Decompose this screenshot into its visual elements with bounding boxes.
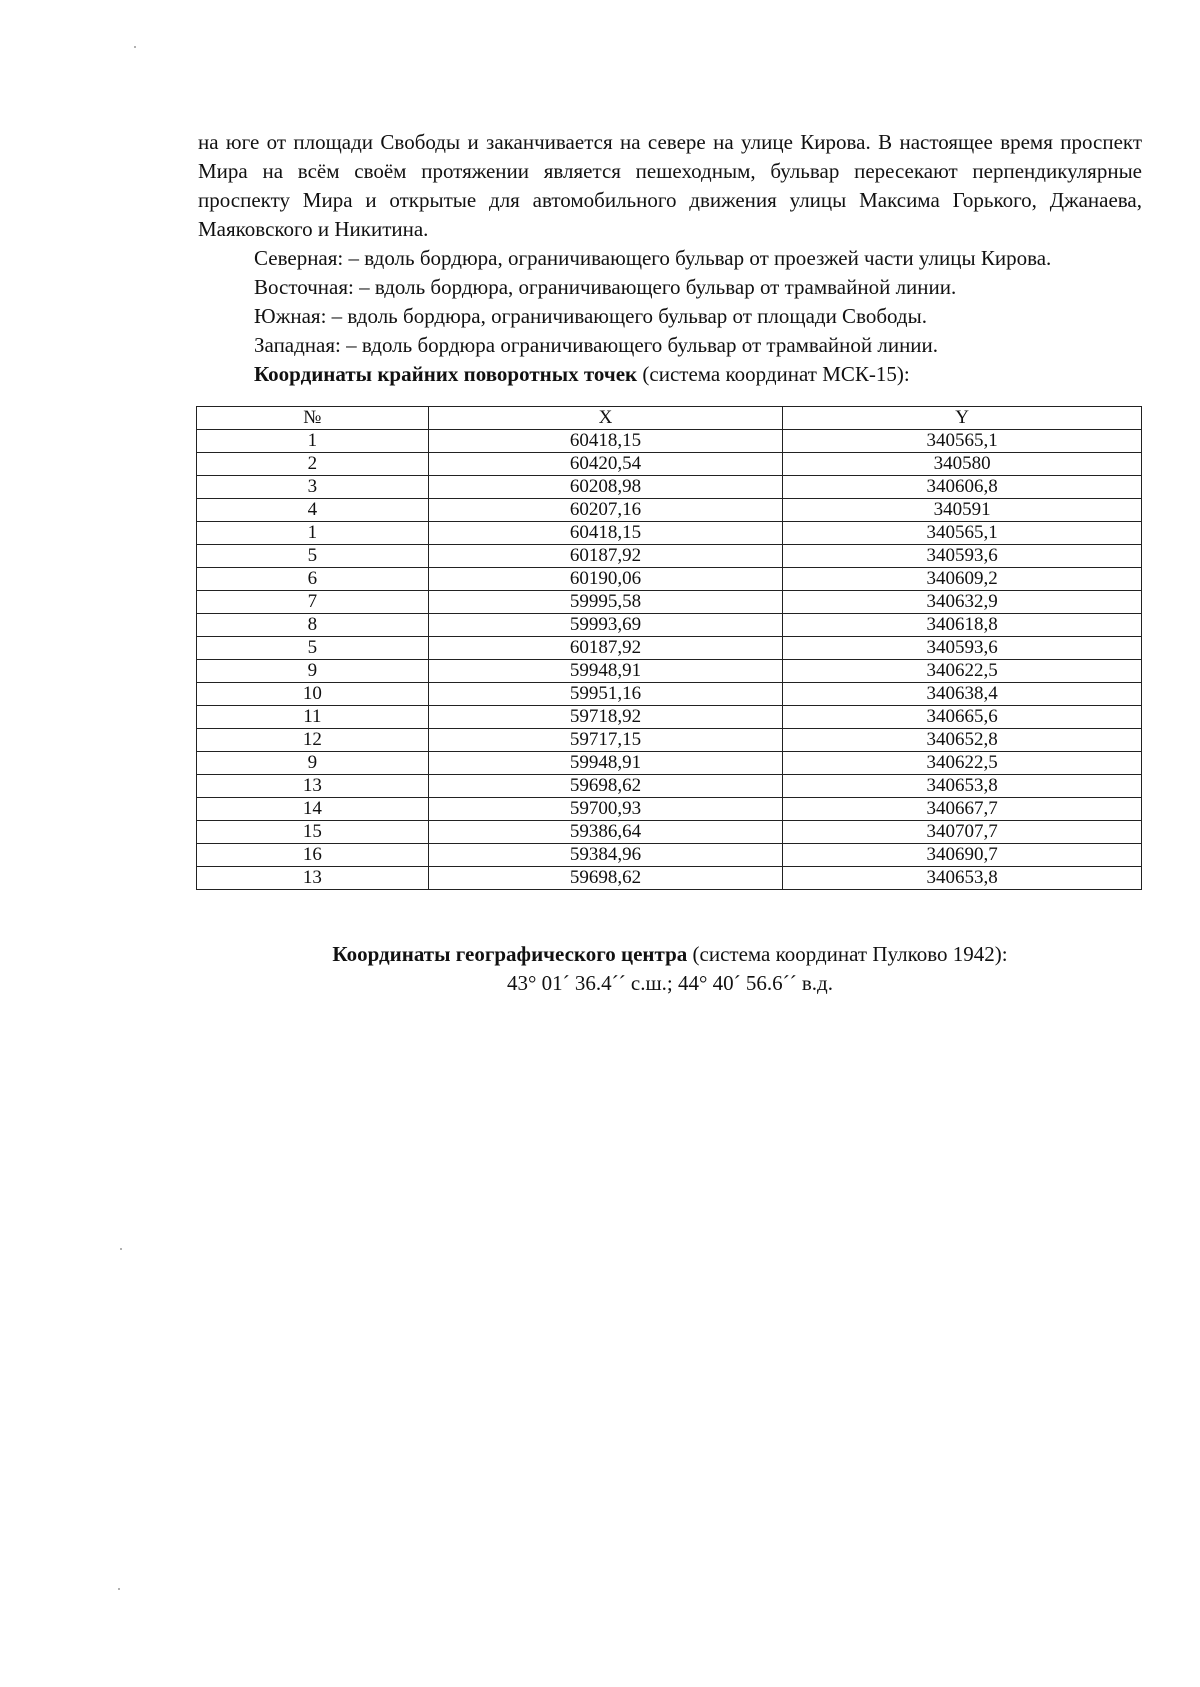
table-row [197, 476, 1142, 499]
cell-y: 340580 [783, 453, 1142, 476]
cell-x: 59995,58 [428, 591, 783, 614]
cell-x: 60418,15 [428, 430, 783, 453]
cell-y: 340606,8 [783, 476, 1142, 499]
cell-point-number: 2 [197, 453, 429, 476]
cell-x: 60187,92 [428, 545, 783, 568]
cell-x: 59698,62 [428, 775, 783, 798]
cell-y: 340622,5 [783, 752, 1142, 775]
geo-heading [198, 940, 1142, 969]
cell-y: 340690,7 [783, 844, 1142, 867]
cell-point-number: 11 [197, 706, 429, 729]
cell-point-number: 16 [197, 844, 429, 867]
cell-point-number: 12 [197, 729, 429, 752]
cell-point-number: 6 [197, 568, 429, 591]
geo-heading-bold: Координаты географического центра [332, 942, 688, 966]
cell-x: 59993,69 [428, 614, 783, 637]
cell-y: 340565,1 [783, 522, 1142, 545]
cell-x: 59717,15 [428, 729, 783, 752]
table-row [197, 844, 1142, 867]
table-row [197, 683, 1142, 706]
cell-x: 59948,91 [428, 752, 783, 775]
cell-x: 59384,96 [428, 844, 783, 867]
table-row [197, 752, 1142, 775]
table-row [197, 729, 1142, 752]
cell-x: 59951,16 [428, 683, 783, 706]
geo-heading-system: (система координат Пулково 1942): [687, 942, 1008, 966]
cell-y: 340565,1 [783, 430, 1142, 453]
cell-point-number: 9 [197, 660, 429, 683]
cell-point-number: 15 [197, 821, 429, 844]
cell-point-number: 8 [197, 614, 429, 637]
cell-y: 340609,2 [783, 568, 1142, 591]
table-row [197, 637, 1142, 660]
table-row [197, 775, 1142, 798]
table-row [197, 867, 1142, 890]
cell-x: 59700,93 [428, 798, 783, 821]
paragraph-north-boundary: Северная: – вдоль бордюра, ограничивающего бульвар от проезжей части улицы Кирова. [254, 246, 1052, 270]
cell-point-number: 4 [197, 499, 429, 522]
cell-y: 340652,8 [783, 729, 1142, 752]
table-body [197, 430, 1142, 890]
table-row [197, 614, 1142, 637]
cell-y: 340622,5 [783, 660, 1142, 683]
cell-point-number: 10 [197, 683, 429, 706]
cell-x: 60207,16 [428, 499, 783, 522]
cell-y: 340667,7 [783, 798, 1142, 821]
table-row [197, 453, 1142, 476]
paragraph-east-boundary: Восточная: – вдоль бордюра, ограничивающего бульвар от трамвайной линии. [254, 275, 957, 299]
table-row [197, 430, 1142, 453]
table-row [197, 798, 1142, 821]
cell-y: 340653,8 [783, 775, 1142, 798]
coordinates-heading-system: (система координат МСК-15): [637, 362, 910, 386]
cell-y: 340653,8 [783, 867, 1142, 890]
cell-point-number: 1 [197, 522, 429, 545]
scan-speck [134, 46, 136, 48]
cell-y: 340591 [783, 499, 1142, 522]
cell-point-number: 14 [197, 798, 429, 821]
coordinates-table [196, 406, 1142, 890]
cell-x: 60187,92 [428, 637, 783, 660]
cell-point-number: 9 [197, 752, 429, 775]
cell-point-number: 13 [197, 867, 429, 890]
cell-x: 59948,91 [428, 660, 783, 683]
table-row [197, 568, 1142, 591]
column-header-number: № [197, 407, 429, 430]
coordinates-heading [198, 360, 1142, 389]
table-row [197, 821, 1142, 844]
cell-y: 340593,6 [783, 545, 1142, 568]
description-text [198, 128, 1142, 389]
geo-coordinates-value: 43° 01´ 36.4´´ с.ш.; 44° 40´ 56.6´´ в.д. [507, 971, 833, 995]
cell-y: 340707,7 [783, 821, 1142, 844]
cell-y: 340618,8 [783, 614, 1142, 637]
column-header-y: Y [783, 407, 1142, 430]
cell-x: 60190,06 [428, 568, 783, 591]
table-row [197, 660, 1142, 683]
table-row [197, 499, 1142, 522]
cell-y: 340593,6 [783, 637, 1142, 660]
table-header-row [197, 407, 1142, 430]
cell-x: 59698,62 [428, 867, 783, 890]
table-row [197, 706, 1142, 729]
cell-x: 59718,92 [428, 706, 783, 729]
cell-y: 340665,6 [783, 706, 1142, 729]
cell-y: 340638,4 [783, 683, 1142, 706]
cell-x: 60418,15 [428, 522, 783, 545]
scan-speck [120, 1248, 122, 1250]
geographic-center [198, 940, 1142, 998]
table-row [197, 591, 1142, 614]
cell-point-number: 1 [197, 430, 429, 453]
cell-x: 59386,64 [428, 821, 783, 844]
cell-y: 340632,9 [783, 591, 1142, 614]
paragraph-south-boundary: Южная: – вдоль бордюра, ограничивающего бульвар от площади Свободы. [254, 304, 927, 328]
scan-speck [118, 1588, 120, 1590]
cell-point-number: 3 [197, 476, 429, 499]
coordinates-heading-bold: Координаты крайних поворотных точек [254, 362, 638, 386]
cell-point-number: 5 [197, 545, 429, 568]
column-header-x: X [428, 407, 783, 430]
table-row [197, 545, 1142, 568]
paragraph-intro: на юге от площади Свободы и заканчивается на севере на улице Кирова. В настоящее время проспект Мира на всём своём протяжении является пешеходным, бульвар пересекают перпендикулярные проспекту Мира и открытые для автомобильного движения улицы Максима Горького, Джанаева, Маяковского и Никитина. [198, 130, 1142, 241]
cell-x: 60420,54 [428, 453, 783, 476]
cell-point-number: 7 [197, 591, 429, 614]
paragraph-west-boundary: Западная: – вдоль бордюра ограничивающего бульвар от трамвайной линии. [254, 333, 939, 357]
table-row [197, 522, 1142, 545]
cell-point-number: 13 [197, 775, 429, 798]
cell-x: 60208,98 [428, 476, 783, 499]
cell-point-number: 5 [197, 637, 429, 660]
